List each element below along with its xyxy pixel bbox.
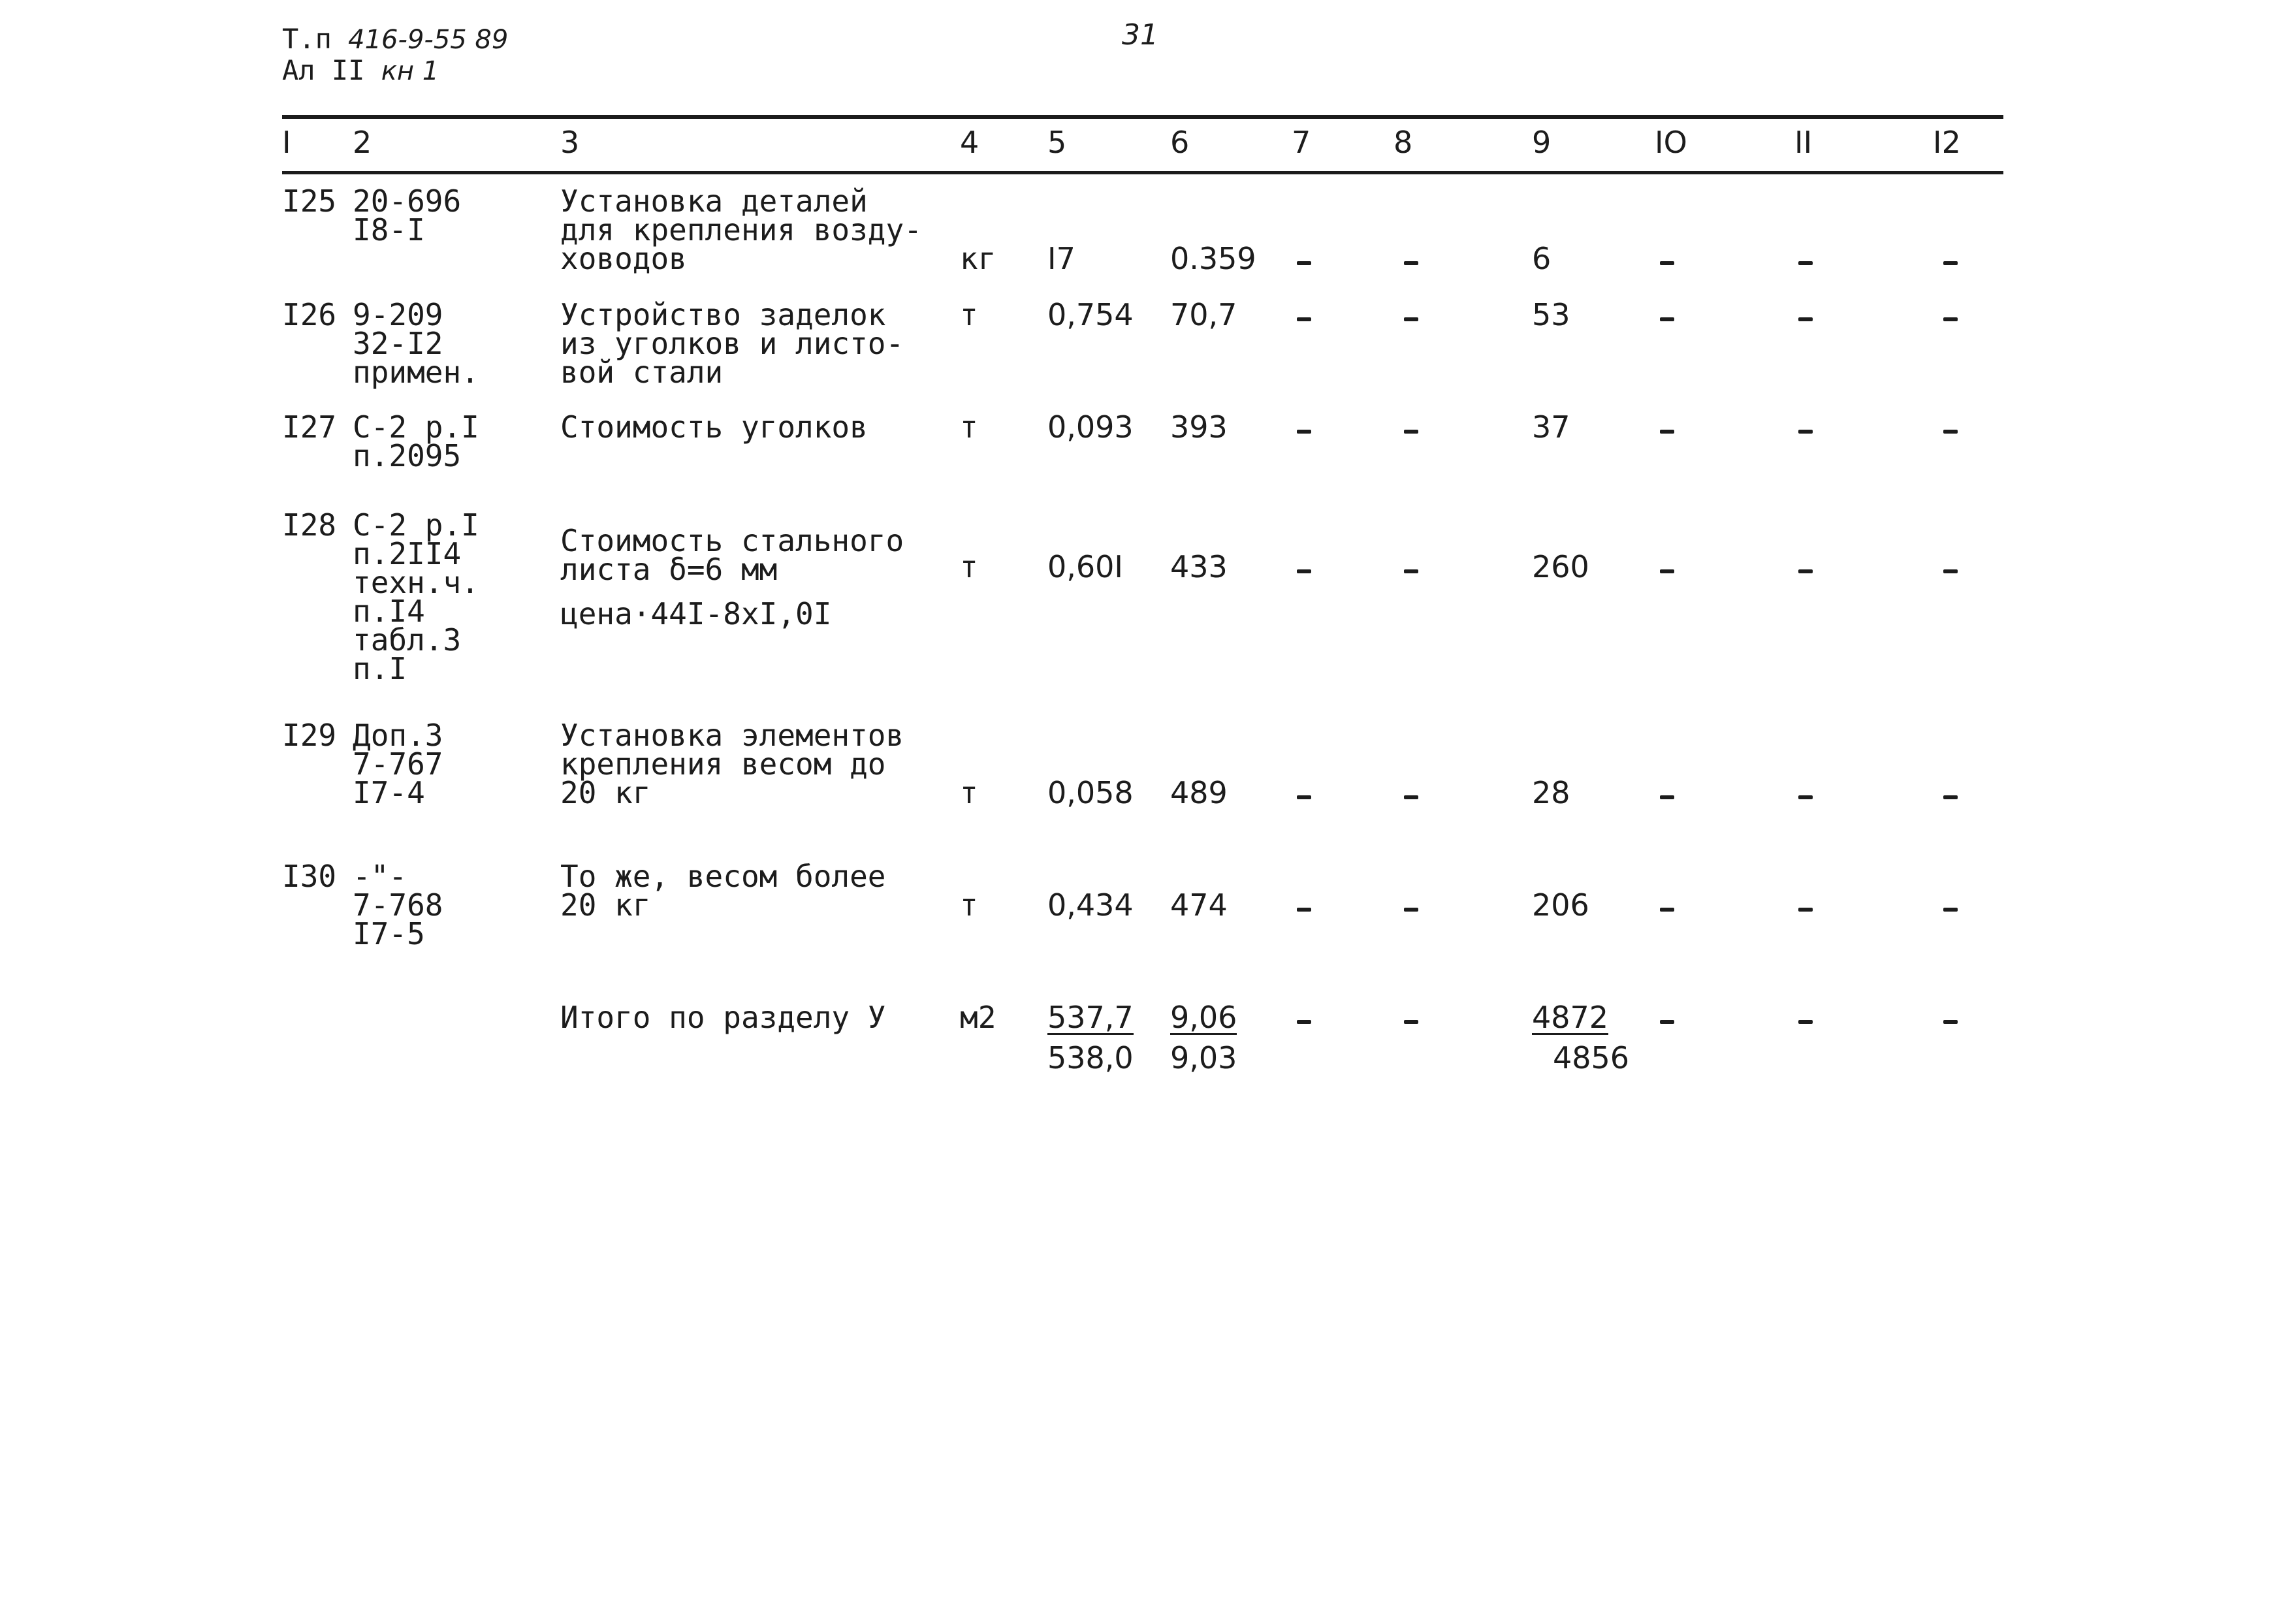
row-code-line: I8-I xyxy=(353,212,425,247)
row-unit-price: 489 xyxy=(1170,775,1228,810)
album-line xyxy=(282,56,439,86)
row-col12-value xyxy=(1943,795,1958,799)
row-description-line: листа δ=6 мм xyxy=(560,552,778,587)
row-quantity: 0,093 xyxy=(1047,409,1134,445)
row-code-line: примен. xyxy=(353,355,479,390)
summary-quantity-top: 537,7 xyxy=(1047,1000,1134,1035)
row-code-line: -"- xyxy=(353,859,407,894)
row-quantity: 0,60I xyxy=(1047,549,1123,584)
row-code-line: Доп.3 xyxy=(353,718,443,753)
summary-col11-value xyxy=(1798,1020,1813,1024)
row-col8-value xyxy=(1404,261,1418,265)
row-code-line: 7-768 xyxy=(353,887,443,923)
row-description-line: крепления весом до xyxy=(560,746,886,782)
book-number: кн 1 xyxy=(381,56,439,86)
summary-total-bottom: 4856 xyxy=(1553,1040,1630,1075)
doc-code-line xyxy=(282,25,508,54)
row-description-line: Устройство заделок xyxy=(560,297,886,332)
row-col10-value xyxy=(1660,317,1674,321)
row-description-line: 20 кг xyxy=(560,775,651,810)
col-header-8: 8 xyxy=(1393,125,1413,160)
summary-label: Итого по разделу У xyxy=(560,1000,886,1035)
row-description-line: Установка деталей xyxy=(560,183,868,219)
row-col8-value xyxy=(1404,430,1418,434)
row-number: I28 xyxy=(282,507,337,543)
summary-col8-value xyxy=(1404,1020,1418,1024)
row-unit-price: 393 xyxy=(1170,409,1228,445)
row-col7-value xyxy=(1297,908,1311,912)
row-code-line: п.I4 xyxy=(353,594,425,629)
row-unit: т xyxy=(960,297,978,332)
row-code-line: 32-I2 xyxy=(353,326,443,361)
row-number: I27 xyxy=(282,409,337,445)
col-header-3: 3 xyxy=(560,125,580,160)
row-number: I30 xyxy=(282,859,337,894)
row-col11-value xyxy=(1798,795,1813,799)
row-code-line: 9-209 xyxy=(353,297,443,332)
col-header-7: 7 xyxy=(1292,125,1311,160)
col-header-1: I xyxy=(282,125,291,160)
row-description-line: ховодов xyxy=(560,241,687,276)
doc-prefix: Т.п xyxy=(282,23,332,55)
row-total: 206 xyxy=(1532,887,1589,923)
summary-price-bottom: 9,03 xyxy=(1170,1040,1237,1075)
row-col10-value xyxy=(1660,795,1674,799)
summary-col10-value xyxy=(1660,1020,1674,1024)
row-col8-value xyxy=(1404,795,1418,799)
row-code-line: 7-767 xyxy=(353,746,443,782)
row-col10-value xyxy=(1660,430,1674,434)
row-code-line: С-2 р.I xyxy=(353,409,479,445)
row-description-line: Стоимость уголков xyxy=(560,409,868,445)
row-col12-value xyxy=(1943,261,1958,265)
row-code-line: п.2095 xyxy=(353,438,462,473)
row-col11-value xyxy=(1798,908,1813,912)
row-unit: т xyxy=(960,409,978,445)
row-unit-price: 70,7 xyxy=(1170,297,1237,332)
row-col11-value xyxy=(1798,430,1813,434)
row-code-line: I7-4 xyxy=(353,775,425,810)
row-total: 28 xyxy=(1532,775,1570,810)
row-total: 37 xyxy=(1532,409,1570,445)
summary-price-top: 9,06 xyxy=(1170,1000,1237,1035)
col-header-9: 9 xyxy=(1532,125,1552,160)
row-col12-value xyxy=(1943,430,1958,434)
row-description-line: То же, весом более xyxy=(560,859,886,894)
col-header-2: 2 xyxy=(353,125,372,160)
col-header-12: I2 xyxy=(1933,125,1961,160)
row-total: 53 xyxy=(1532,297,1570,332)
row-description-line: из уголков и листо- xyxy=(560,326,904,361)
row-col11-value xyxy=(1798,317,1813,321)
row-description-line: вой стали xyxy=(560,355,724,390)
summary-quantity-bottom: 538,0 xyxy=(1047,1040,1134,1075)
table-header-rule xyxy=(282,171,2003,174)
row-quantity: I7 xyxy=(1047,241,1075,276)
row-quantity: 0,754 xyxy=(1047,297,1134,332)
row-col8-value xyxy=(1404,317,1418,321)
row-unit: кг xyxy=(960,241,996,276)
summary-col7-value xyxy=(1297,1020,1311,1024)
row-col7-value xyxy=(1297,430,1311,434)
row-code-line: I7-5 xyxy=(353,916,425,951)
row-description-line: Установка элементов xyxy=(560,718,904,753)
row-unit-price: 474 xyxy=(1170,887,1228,923)
row-unit: т xyxy=(960,549,978,584)
col-header-6: 6 xyxy=(1170,125,1190,160)
row-col12-value xyxy=(1943,569,1958,573)
row-col10-value xyxy=(1660,261,1674,265)
row-code-line: 20-696 xyxy=(353,183,462,219)
row-col7-value xyxy=(1297,317,1311,321)
summary-unit: м2 xyxy=(960,1000,996,1035)
row-col8-value xyxy=(1404,908,1418,912)
row-unit: т xyxy=(960,887,978,923)
table-top-rule xyxy=(282,115,2003,119)
row-code-line: техн.ч. xyxy=(353,565,479,600)
row-description-line: Стоимость стального xyxy=(560,523,904,558)
row-col7-value xyxy=(1297,569,1311,573)
row-code-line: п.2II4 xyxy=(353,536,462,571)
row-code-line: табл.3 xyxy=(353,622,462,658)
summary-total-top: 4872 xyxy=(1532,1000,1609,1035)
row-code-line: п.I xyxy=(353,651,407,686)
row-total: 260 xyxy=(1532,549,1589,584)
row-unit-price: 433 xyxy=(1170,549,1228,584)
row-col12-value xyxy=(1943,317,1958,321)
row-quantity: 0,434 xyxy=(1047,887,1134,923)
row-col11-value xyxy=(1798,569,1813,573)
row-quantity: 0,058 xyxy=(1047,775,1134,810)
row-code-line: С-2 р.I xyxy=(353,507,479,543)
row-col7-value xyxy=(1297,795,1311,799)
row-col10-value xyxy=(1660,908,1674,912)
row-price-note: цена·44I-8хI,0I xyxy=(560,596,832,631)
row-number: I25 xyxy=(282,183,337,219)
row-unit: т xyxy=(960,775,978,810)
page-number: 31 xyxy=(1122,18,1158,52)
row-col12-value xyxy=(1943,908,1958,912)
row-col10-value xyxy=(1660,569,1674,573)
row-number: I26 xyxy=(282,297,337,332)
row-description-line: 20 кг xyxy=(560,887,651,923)
row-number: I29 xyxy=(282,718,337,753)
row-col11-value xyxy=(1798,261,1813,265)
album-prefix: Ал II xyxy=(282,54,365,86)
col-header-11: II xyxy=(1794,125,1813,160)
col-header-4: 4 xyxy=(960,125,979,160)
summary-col12-value xyxy=(1943,1020,1958,1024)
row-col7-value xyxy=(1297,261,1311,265)
row-unit-price: 0.359 xyxy=(1170,241,1256,276)
row-description-line: для крепления возду- xyxy=(560,212,922,247)
row-col8-value xyxy=(1404,569,1418,573)
doc-number: 416-9-55 89 xyxy=(348,25,509,55)
row-total: 6 xyxy=(1532,241,1552,276)
col-header-5: 5 xyxy=(1047,125,1067,160)
col-header-10: IO xyxy=(1655,125,1687,160)
